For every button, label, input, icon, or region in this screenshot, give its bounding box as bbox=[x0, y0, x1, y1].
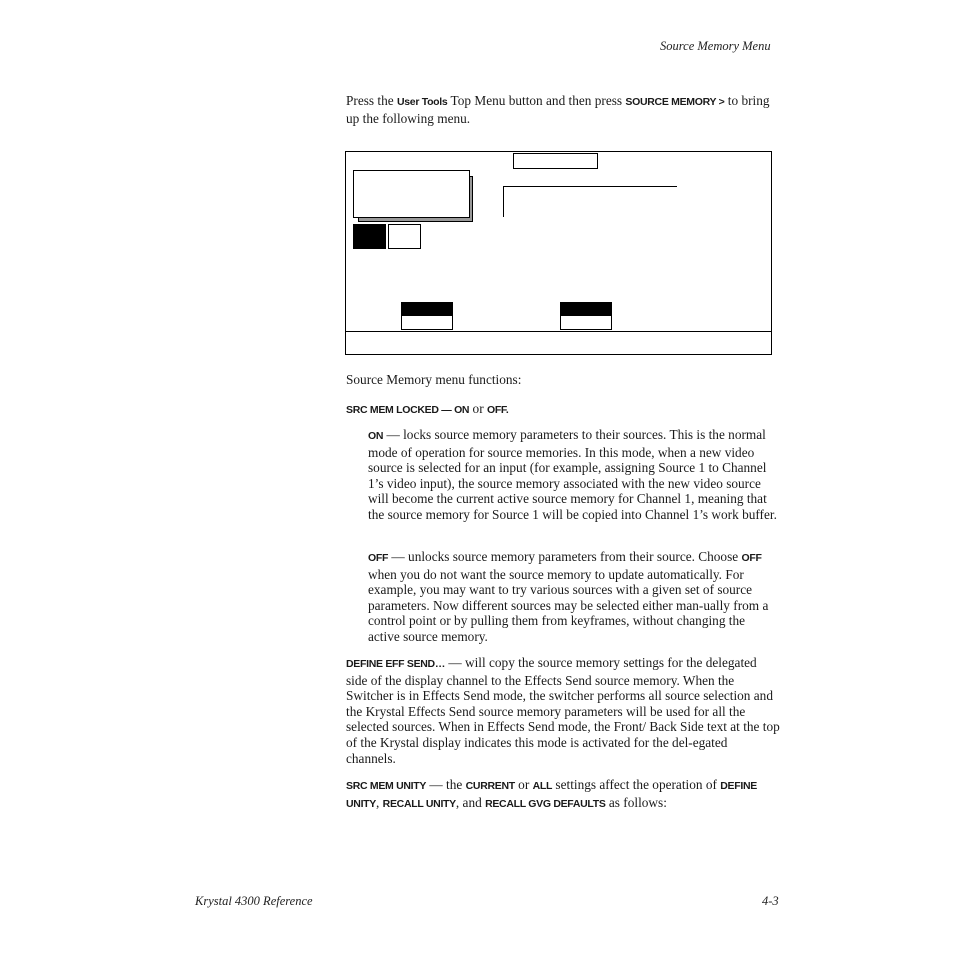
intro-text-1: Press the bbox=[346, 93, 397, 108]
unity-text-1: — the bbox=[426, 777, 466, 792]
user-tools-key: User Tools bbox=[396, 96, 448, 108]
src-mem-locked-heading bbox=[346, 401, 778, 419]
off-key: OFF. bbox=[486, 404, 509, 416]
leader-line-vertical bbox=[503, 186, 504, 217]
source-memory-menu-diagram bbox=[345, 151, 772, 355]
src-mem-locked-key: SRC MEM LOCKED — ON bbox=[346, 404, 470, 416]
running-header: Source Memory Menu bbox=[660, 39, 771, 53]
page-number: 4-3 bbox=[762, 894, 779, 908]
intro-text-2: Top Menu button and then press bbox=[447, 93, 626, 108]
intro-paragraph bbox=[346, 93, 778, 126]
current-key: CURRENT bbox=[465, 780, 515, 792]
off-toggle[interactable] bbox=[388, 224, 421, 249]
src-mem-locked-button[interactable] bbox=[353, 170, 470, 218]
intro-text-3: to bring up the following menu. bbox=[346, 93, 770, 126]
recall-unity-key: RECALL UNITY bbox=[382, 797, 456, 810]
define-eff-send-description bbox=[346, 655, 780, 766]
leader-line-horizontal bbox=[503, 186, 677, 187]
menu-title-box bbox=[513, 153, 598, 169]
off-key-1: OFF bbox=[368, 552, 389, 564]
on-key: ON bbox=[368, 430, 384, 442]
knob-indicator-left[interactable] bbox=[401, 302, 453, 330]
menu-caption: Source Memory menu functions: bbox=[346, 372, 522, 387]
unity-text-3: settings affect the operation of bbox=[552, 777, 721, 792]
off-text-2: when you do not want the source memory to update automatically. For example, you may want to try various sources with a given set of source parameters. Now different sources may be selected either man-ually from a control point or by pulling them from keyframes, without changing the active source memory. bbox=[368, 566, 769, 644]
knob-indicator-left-bar bbox=[402, 303, 452, 316]
knob-indicator-right[interactable] bbox=[560, 302, 612, 330]
all-key: ALL bbox=[532, 780, 553, 792]
off-key-2: OFF bbox=[741, 552, 762, 564]
define-eff-send-text: — will copy the source memory settings for the delegated side of the display channel to the Effects Send source memory. When the Switcher is in Effects Send mode, the switcher performs all source selection and the Krystal Effects Send source memory parameters will be used for all the selected sources. When in Effects Send mode, the Front/ Back Side text at the top of the Krystal display indicates this mode is activated for the del-egated channels. bbox=[346, 655, 780, 766]
on-description bbox=[368, 427, 780, 523]
footer-title: Krystal 4300 Reference bbox=[195, 894, 313, 908]
unity-text-4: , bbox=[376, 794, 383, 810]
src-mem-unity-key: SRC MEM UNITY bbox=[346, 780, 427, 792]
src-mem-unity-description bbox=[346, 777, 780, 812]
off-description bbox=[368, 549, 780, 645]
on-toggle[interactable] bbox=[353, 224, 386, 249]
define-unity-key: DEFINE UNITY bbox=[346, 780, 757, 810]
unity-text-6: as follows: bbox=[605, 794, 667, 810]
define-eff-send-key: DEFINE EFF SEND… bbox=[346, 658, 446, 670]
recall-gvg-defaults-key: RECALL GVG DEFAULTS bbox=[485, 797, 606, 810]
unity-text-2: or bbox=[514, 777, 533, 792]
knob-indicator-right-bar bbox=[561, 303, 611, 316]
source-memory-key: SOURCE MEMORY > bbox=[625, 96, 725, 108]
menu-bottom-divider bbox=[346, 331, 771, 332]
unity-text-5: , and bbox=[455, 794, 486, 810]
src-mem-locked-or: or bbox=[469, 401, 487, 416]
off-text-1: — unlocks source memory parameters from their source. Choose bbox=[388, 549, 742, 564]
on-text: — locks source memory parameters to their sources. This is the normal mode of operation for source memories. In this mode, when a new video source is selected for an input (for example, assigning Source 1 to Channel 1’s video input), the source memory associated with the new video source will become the current active source memory for Channel 1, meaning that the source memory for Source 1 will be copied into Channel 1’s work buffer. bbox=[368, 427, 777, 522]
